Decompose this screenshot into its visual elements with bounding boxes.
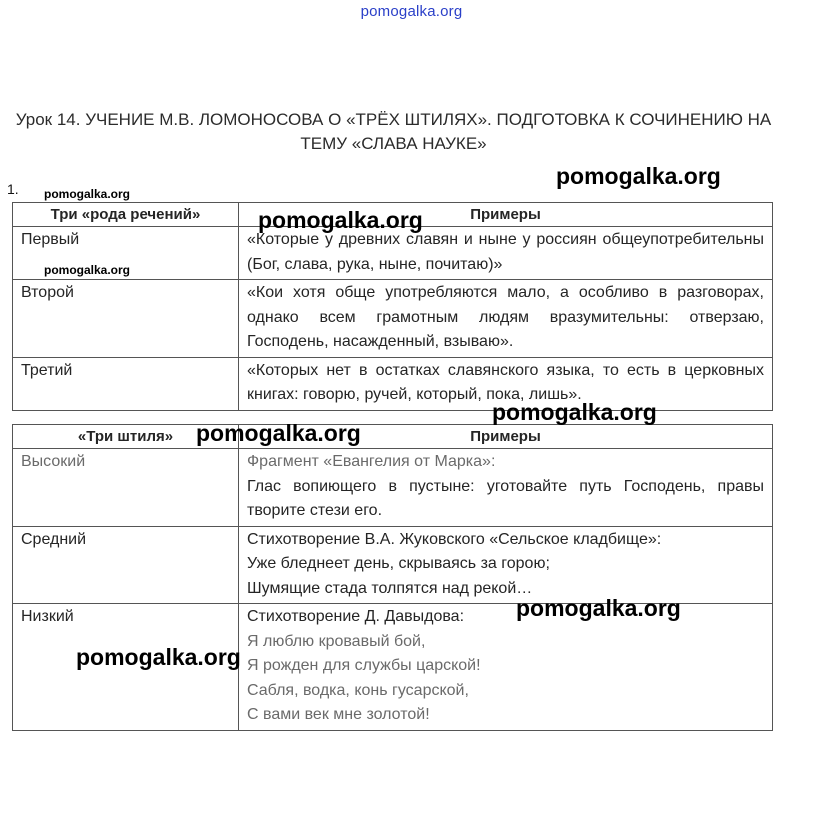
row-example-second: «Кои хотя обще употребляются мало, а особливо в разговорах, однако всем грамотным людям вразумительны: отверзаю, Господень, насажденный, взываю». [239,280,773,358]
example-line: Я рожден для службы царской! [247,657,481,674]
example-line: Уже бледнеет день, скрываясь за горою; [247,555,550,572]
table-row [13,280,773,358]
table-row [13,357,773,410]
watermark: pomogalka.org [76,644,241,670]
watermark: pomogalka.org [196,420,361,446]
watermark: pomogalka.org [258,207,423,233]
row-label-middle: Средний [13,526,239,604]
watermark: pomogalka.org [516,595,681,621]
row-label-third: Третий [13,357,239,410]
title-line-1: Урок 14. УЧЕНИЕ М.В. ЛОМОНОСОВА О «ТРЁХ ШТИЛЯХ». ПОДГОТОВКА К СОЧИНЕНИЮ НА [15,110,772,129]
example-line: Сабля, водка, конь гусарской, [247,681,469,699]
row-label-second: Второй [13,280,239,358]
table-row [13,449,773,527]
task-number: 1. [7,181,19,197]
watermark-top: pomogalka.org [360,3,463,20]
row-example-first: «Которые у древних славян и ныне у россиян общеупотребительны (Бог, слава, рука, ныне, почитаю)» [239,227,773,280]
example-line: Стихотворение В.А. Жуковского «Сельское кладбище»: [247,530,662,548]
example-line: Шумящие стада толпятся над рекой… [247,579,533,597]
watermark: pomogalka.org [44,263,131,277]
row-label-first: Первый [13,227,239,280]
row-label-high: Высокий [13,449,239,527]
example-line: Я люблю кровавый бой, [247,632,426,650]
row-example-third: «Которых нет в остатках славянского языка, то есть в церковных книгах: говорю, ручей, который, пока, лишь». [239,357,773,410]
page-title [0,108,787,156]
column-header-kinds: Три «рода речений» [13,203,239,227]
watermark: pomogalka.org [44,187,131,201]
title-line-2: ТЕМУ «СЛАВА НАУКЕ» [300,134,487,153]
example-line: Глас вопиющего в пустыне: уготовайте путь Господень, правы творите стези его. [247,477,764,519]
row-example-low [239,604,773,731]
watermark: pomogalka.org [556,163,721,189]
table-row [13,526,773,604]
table-header-row [13,425,773,449]
table-three-styles [12,424,773,731]
example-line: Стихотворение Д. Давыдова: [247,608,465,625]
row-example-high [239,449,773,527]
row-label-low: Низкий [13,604,239,731]
column-header-examples: Примеры [239,203,773,227]
column-header-styles: «Три штиля» [13,425,239,449]
watermark: pomogalka.org [492,399,657,425]
column-header-examples: Примеры [239,425,773,449]
row-example-middle [239,526,773,604]
example-line: Фрагмент «Евангелия от Марка»: [247,453,496,470]
example-line: С вами век мне золотой! [247,706,430,723]
